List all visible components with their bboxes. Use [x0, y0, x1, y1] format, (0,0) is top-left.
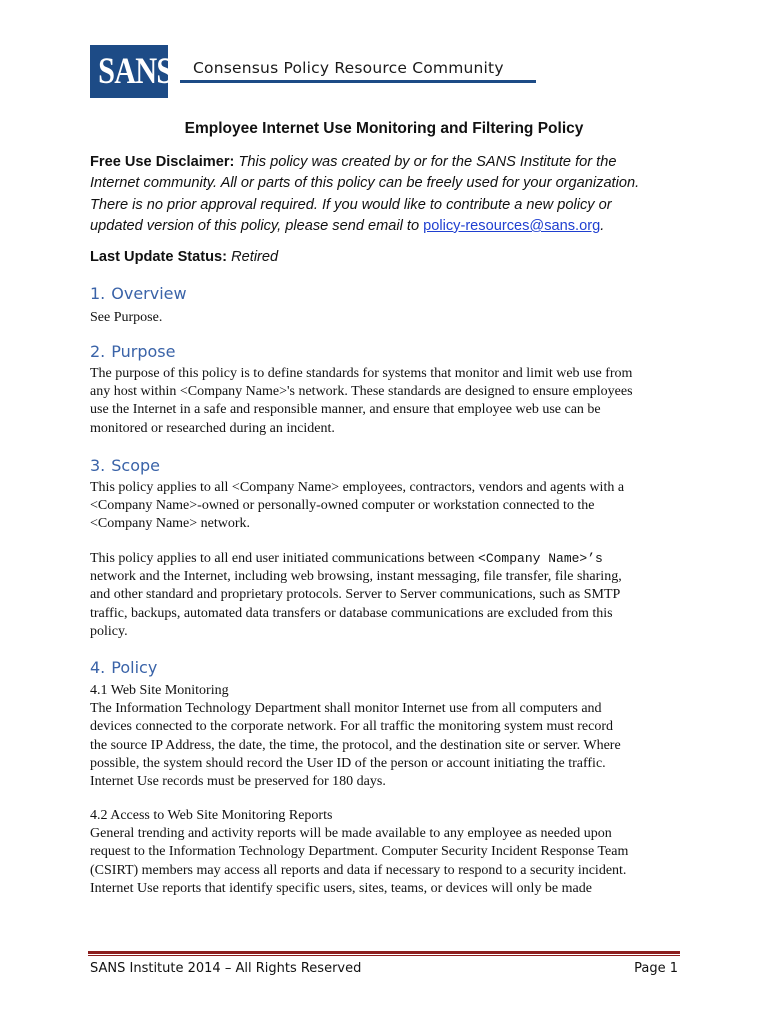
subsection-title: 4.2 Access to Web Site Monitoring Reports: [90, 808, 333, 823]
section-number: 4.: [90, 658, 106, 677]
section-number: 2.: [90, 342, 106, 361]
section-heading-purpose: [90, 342, 175, 361]
paragraph-line: the source IP Address, the date, the time, the protocol, and the destination site or server. Where: [90, 737, 621, 753]
paragraph-line: and other standard and proprietary protocols. Server to Server communications, such as SMTP: [90, 587, 621, 603]
paragraph-line: possible, the system should record the User ID of the person or account initiating the traffic.: [90, 755, 606, 771]
purpose-paragraph: [90, 365, 690, 438]
free-use-disclaimer: [90, 152, 690, 237]
logo-text: SANS: [98, 51, 173, 92]
paragraph-line: General trending and activity reports will be made available to any employee as needed upon: [90, 826, 612, 842]
disclaimer-line-4: updated version of this policy, please send email to: [90, 217, 424, 234]
scope-paragraph-2: [90, 550, 690, 641]
header-title: Consensus Policy Resource Community: [193, 59, 504, 77]
page-number: Page 1: [634, 961, 678, 976]
section-title: Scope: [111, 456, 161, 475]
scope-paragraph-1: [90, 479, 690, 534]
section-number: 1.: [90, 284, 106, 303]
footer-copyright: SANS Institute 2014 – All Rights Reserved: [90, 961, 362, 976]
paragraph-line: This policy applies to all <Company Name> employees, contractors, vendors and agents with a: [90, 480, 625, 495]
footer-rule-thin: [88, 955, 680, 956]
sans-logo: [90, 45, 173, 98]
paragraph-line: See Purpose.: [90, 310, 163, 325]
paragraph-line: traffic, backups, automated data transfers or database communications are excluded from this: [90, 605, 613, 621]
company-name-mono: <Company Name>’s: [478, 551, 603, 566]
status-value: Retired: [231, 249, 279, 265]
policy-subsection-4-1: [90, 682, 690, 791]
overview-paragraph: [90, 309, 690, 327]
section-title: Overview: [111, 284, 187, 303]
paragraph-line: <Company Name> network.: [90, 516, 251, 532]
section-heading-scope: [90, 456, 160, 475]
document-title: Employee Internet Use Monitoring and Filtering Policy: [184, 120, 584, 137]
last-update-status: [90, 249, 278, 265]
disclaimer-label: Free Use Disclaimer:: [90, 154, 235, 170]
paragraph-line: network and the Internet, including web browsing, instant messaging, file transfer, file sharing,: [90, 569, 622, 585]
section-heading-policy: [90, 658, 157, 677]
paragraph-line: (CSIRT) members may access all reports and data if necessary to respond to a security incident.: [90, 862, 627, 878]
footer-rule: [88, 951, 680, 954]
paragraph-line: use the Internet in a safe and responsible manner, and ensure that employee web use can be: [90, 402, 601, 418]
disclaimer-end: .: [600, 217, 605, 234]
line-text: This policy applies to all end user initiated communications between: [90, 551, 479, 566]
paragraph-line: The Information Technology Department shall monitor Internet use from all computers and: [90, 701, 602, 717]
section-title: Policy: [111, 658, 158, 677]
section-heading-overview: [90, 284, 187, 303]
disclaimer-line-3: There is no prior approval required. If you would like to contribute a new policy or: [90, 196, 612, 213]
paragraph-line: monitored or researched during an incident.: [90, 420, 335, 436]
disclaimer-line-2: Internet community. All or parts of this policy can be freely used for your organization.: [90, 175, 640, 192]
paragraph-line: The purpose of this policy is to define standards for systems that monitor and limit web use from: [90, 366, 633, 381]
paragraph-line: Internet Use records must be preserved for 180 days.: [90, 774, 386, 790]
paragraph-line: <Company Name>-owned or personally-owned computer or workstation connected to the: [90, 498, 595, 514]
paragraph-line: request to the Information Technology Department. Computer Security Incident Response Team: [90, 844, 629, 860]
header-rule: [180, 80, 536, 83]
policy-subsection-4-2: [90, 807, 690, 898]
email-link[interactable]: policy-resources@sans.org: [423, 217, 601, 234]
paragraph-line: devices connected to the corporate network. For all traffic the monitoring system must record: [90, 719, 614, 735]
section-number: 3.: [90, 456, 106, 475]
section-title: Purpose: [111, 342, 176, 361]
paragraph-line: Internet Use reports that identify specific users, sites, teams, or devices will only be made: [90, 880, 592, 896]
paragraph-line: [90, 550, 690, 568]
paragraph-line: policy.: [90, 623, 128, 639]
paragraph-line: any host within <Company Name>'s network. These standards are designed to ensure employees: [90, 384, 633, 400]
status-label: Last Update Status:: [90, 249, 228, 265]
disclaimer-line-1: This policy was created by or for the SANS Institute for the: [234, 154, 617, 170]
subsection-title: 4.1 Web Site Monitoring: [90, 683, 229, 698]
